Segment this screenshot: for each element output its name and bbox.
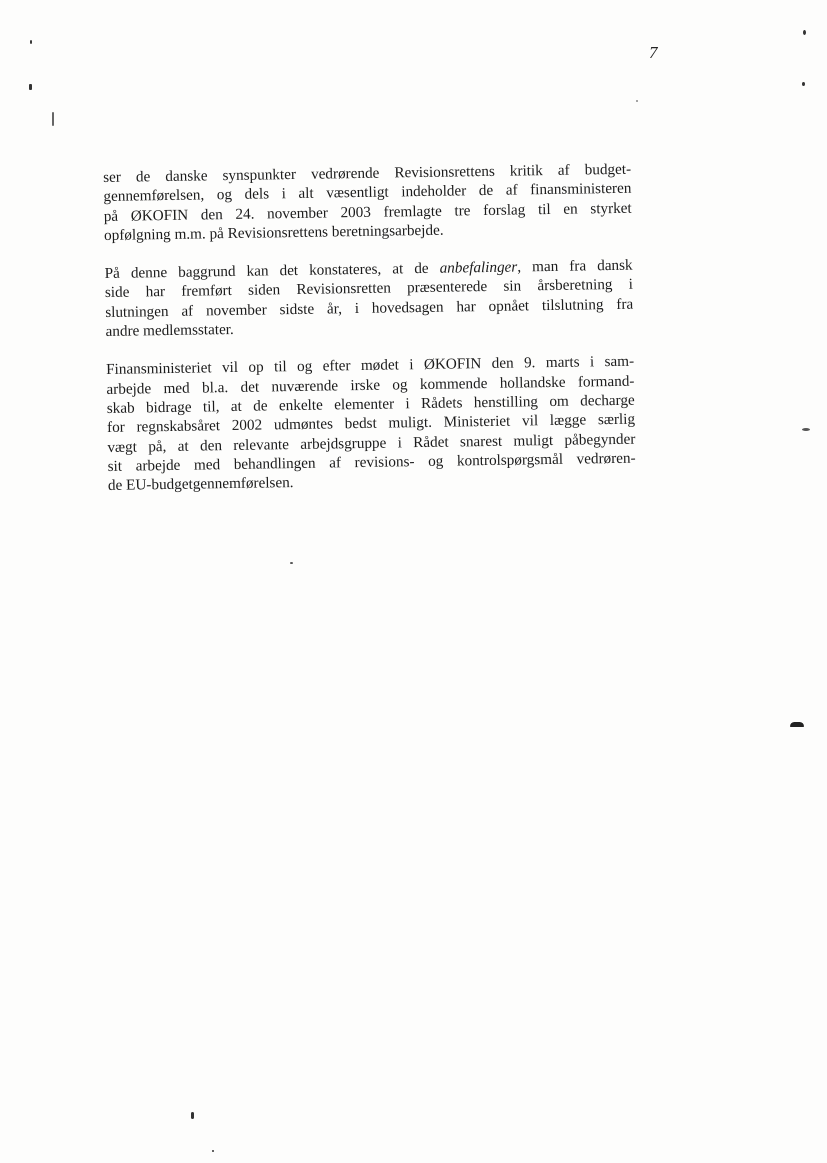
- text-line: opfølgning m.m. på Revisionsrettens beretningsarbejde.: [103, 221, 444, 244]
- text-line: på ØKOFIN den 24. november 2003 fremlagte tre forslag til en styrket: [103, 199, 632, 225]
- text-line: skab bidrage til, at de enkelte elementer i Rådets henstilling om decharge: [106, 391, 635, 417]
- scan-speck: [802, 428, 810, 431]
- scan-speck: [30, 40, 32, 44]
- paragraph-3: [106, 352, 636, 495]
- scan-speck: [802, 82, 805, 86]
- text-fragment: , man fra dansk: [517, 256, 633, 276]
- text-line: vægt på, at den relevante arbejdsgruppe i Rådet snarest muligt påbegynder: [107, 430, 636, 456]
- scan-speck: [212, 1150, 214, 1152]
- text-line: side har fremført siden Revisionsretten præsenterede sin årsberetning i: [104, 276, 634, 302]
- text-line: ser de danske synspunkter vedrørende Revisionsrettens kritik af budget-: [103, 160, 632, 186]
- scan-speck: [636, 100, 638, 102]
- text-line: Finansministeriet vil op til og efter mødet i ØKOFIN den 9. marts i sam-: [106, 353, 635, 379]
- scan-speck: [290, 562, 293, 564]
- body-text: [103, 160, 636, 515]
- scan-speck: [52, 112, 54, 126]
- text-line: de EU-budgetgennemførelsen.: [107, 474, 294, 495]
- scan-speck: [29, 84, 32, 90]
- text-fragment: På denne baggrund kan det konstateres, at de: [104, 259, 440, 283]
- scan-speck: [803, 30, 806, 35]
- emphasis-anbefalinger: anbefalinger: [439, 258, 518, 277]
- page-number: 7: [649, 43, 658, 62]
- text-line: arbejde med bl.a. det nuværende irske og kommende hollandske formand-: [106, 372, 635, 398]
- scan-speck: [790, 722, 804, 727]
- text-line: slutningen af november sidste år, i hovedsagen har opnået tilslutning fra: [105, 295, 634, 321]
- scan-speck: [191, 1112, 194, 1119]
- text-line: for regnskabsåret 2002 udmøntes bedst muligt. Ministeriet vil lægge særlig: [106, 410, 636, 437]
- text-line: sit arbejde med behandlingen af revisions- og kontrolspørgsmål vedrøren-: [107, 449, 636, 475]
- text-line: andre medlemsstater.: [105, 321, 234, 341]
- text-line: gennemførelsen, og dels i alt væsentligt indeholder de af finansministeren: [103, 180, 632, 206]
- paragraph-1: [103, 160, 632, 245]
- paragraph-2: [105, 256, 634, 341]
